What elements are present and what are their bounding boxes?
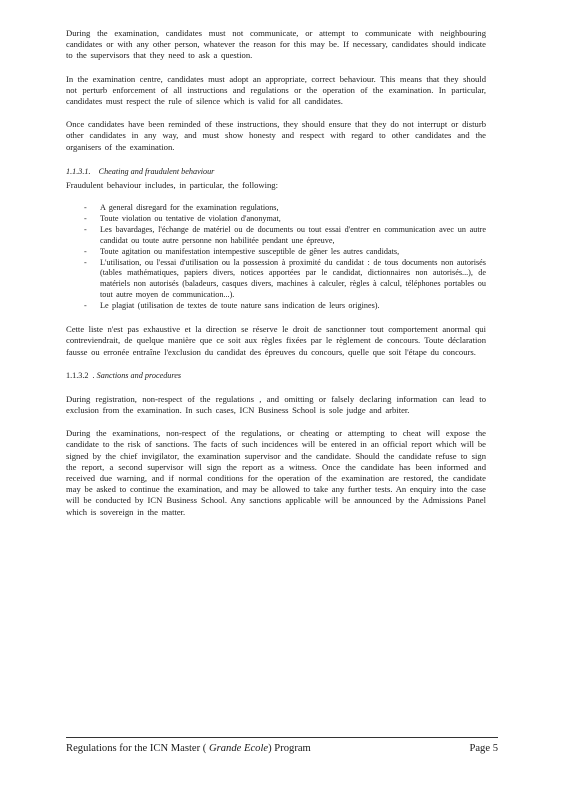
paragraph-examinations: During the examinations, non-respect of the regulations, or cheating or attempting to cheat will expose the candidate to the risk of sanctions. The facts of such incidences will be entered in an official report which will be signed by the chief invigilator, the examination supervisor and the candidate. Should the candidate refuse to sign the report, a second supervisor will sign the report as a witness. Once the candidate has been informed and received due warning, and if normal conditions for the operation of the examination are restored, the candidate may be asked to continue the examination, and may be allowed to take any further tests. An enquiry into the case will be conducted by ICN Business School. Any sanctions applicable will be announced by the Admissions Panel which is sovereign in the matter. xyxy=(66,428,486,517)
list-item: - L'utilisation, ou l'essai d'utilisation ou la possession à proximité du candidat : de tous documents non autorisés (tables mathématiques, papiers divers, notices apportées par le candidat, dictionnaires non autorisés...), de matériels non autorisés (baladeurs, casques divers, machines à calculer, règles à calcul, téléphones portables ou tout autre moyen de communication...). xyxy=(66,258,486,302)
list-item: - Le plagiat (utilisation de textes de toute nature sans indication de leurs origines). xyxy=(66,301,486,312)
page-footer xyxy=(66,737,498,755)
section-title: Cheating and fraudulent behaviour xyxy=(98,166,215,176)
paragraph-respect: Once candidates have been reminded of these instructions, they should ensure that they do not interrupt or disturb other candidates in any way, and must show honesty and respect with regard to other candidates and the organisers of the examination. xyxy=(66,119,486,152)
footer-title-prefix: Regulations for the ICN Master ( xyxy=(66,743,207,754)
section-heading-sanctions xyxy=(66,370,486,381)
paragraph-communication: During the examination, candidates must not communicate, or attempt to communicate with neighbouring candidates or with any other person, whatever the reason for this may be. If necessary, candidates should indicate to the supervisors that they need to ask a question. xyxy=(66,28,486,61)
page-number: Page 5 xyxy=(469,743,498,754)
document-page xyxy=(66,28,486,518)
list-item: - Toute agitation ou manifestation intempestive susceptible de gêner les autres candidats, xyxy=(66,247,486,258)
footer-title xyxy=(66,742,311,755)
fraud-list xyxy=(66,203,486,312)
footer-title-suffix: ) Program xyxy=(268,743,311,754)
list-item: - Les bavardages, l'échange de matériel ou de documents ou tout essai d'entrer en communication avec un autre candidat ou toute autre personne non habilitée pendant une épreuve, xyxy=(66,225,486,247)
paragraph-list-closing: Cette liste n'est pas exhaustive et la direction se réserve le droit de sanctionner tout comportement anormal qui contreviendrait, de quelque manière que ce soit aux règles fixées par le règlement de concours. Toute déclaration fausse ou erronée entraîne l'exclusion du candidat des épreuves du concours, quelle que soit l'étape du concours. xyxy=(66,324,486,357)
paragraph-registration: During registration, non-respect of the regulations , and omitting or falsely declaring information can lead to exclusion from the examination. In such cases, ICN Business School is sole judge and arbiter. xyxy=(66,393,486,415)
section-number: 1.1.3.2 xyxy=(66,370,89,380)
paragraph-behaviour: In the examination centre, candidates must adopt an appropriate, correct behaviour. This means that they should not perturb enforcement of all instructions and regulations or the operation of the examination. In particular, candidates must respect the rule of silence which is valid for all candidates. xyxy=(66,73,486,107)
section-number: 1.1.3.1. xyxy=(66,166,91,176)
list-item: - A general disregard for the examination regulations, xyxy=(66,203,486,214)
list-item: - Toute violation ou tentative de violation d'anonymat, xyxy=(66,214,486,225)
paragraph-fraud-intro: Fraudulent behaviour includes, in particular, the following: xyxy=(66,179,278,190)
section-heading-cheating xyxy=(66,166,486,177)
section-title: . Sanctions and procedures xyxy=(92,370,182,380)
footer-title-italic: Grande Ecole xyxy=(206,743,269,754)
